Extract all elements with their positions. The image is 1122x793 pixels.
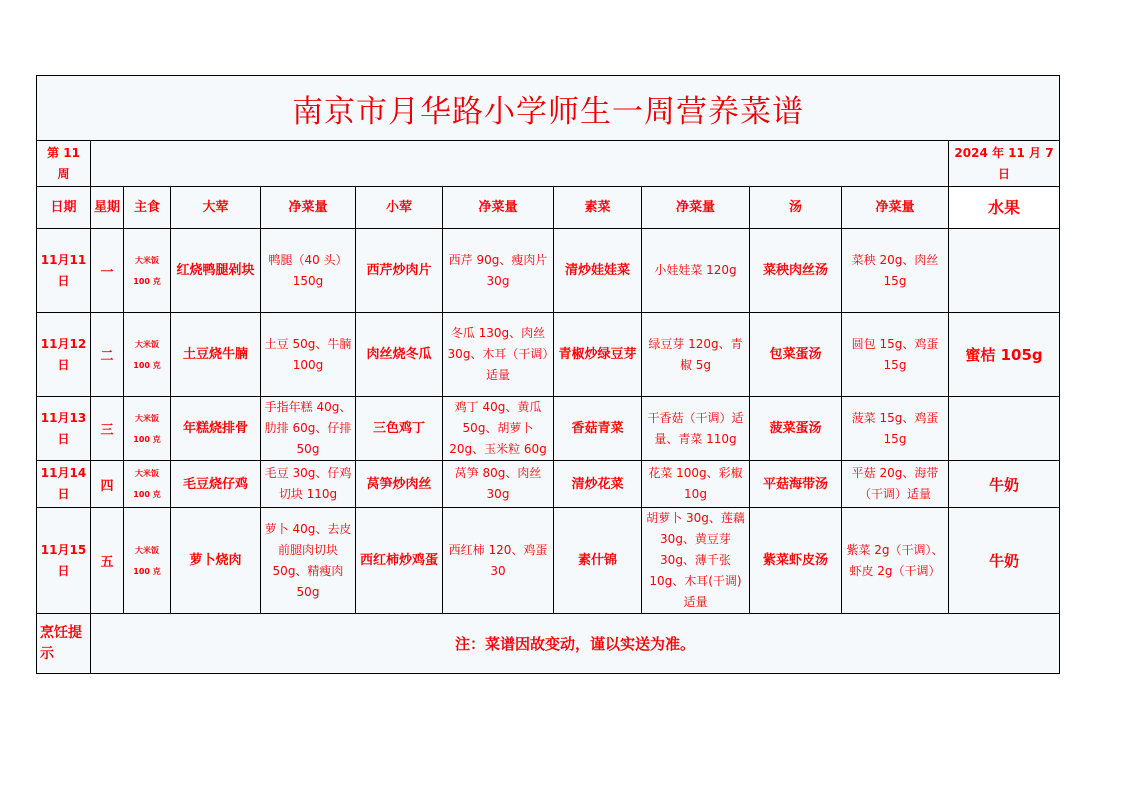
column-header: 素菜 (554, 187, 642, 229)
menu-note: 注：菜谱因故变动，谨以实送为准。 (91, 614, 1060, 674)
column-header: 主食 (124, 187, 171, 229)
staple-cell: 大米饭 100 克 (124, 461, 171, 508)
blank-cell (91, 141, 949, 187)
date-label: 2024 年 11 月 7 日 (949, 141, 1060, 187)
soup-cell: 菠菜蛋汤 (750, 397, 842, 461)
menu-table (36, 75, 1060, 674)
fruit-cell: 牛奶 (949, 461, 1060, 508)
soup-cell: 菜秧肉丝汤 (750, 229, 842, 313)
veg-amt-cell: 胡萝卜 30g、莲藕 30g、黄豆芽 30g、薄千张 10g、木耳(干调)适量 (642, 508, 750, 614)
small-cell: 西红柿炒鸡蛋 (356, 508, 443, 614)
main-cell: 毛豆烧仔鸡 (171, 461, 261, 508)
column-header: 水果 (949, 187, 1060, 229)
soup-cell: 包菜蛋汤 (750, 313, 842, 397)
fruit-cell (949, 229, 1060, 313)
small-amt-cell: 西芹 90g、瘦肉片 30g (443, 229, 554, 313)
main-cell: 萝卜烧肉 (171, 508, 261, 614)
veg-amt-cell: 小娃娃菜 120g (642, 229, 750, 313)
column-header: 大荤 (171, 187, 261, 229)
day-cell: 三 (91, 397, 124, 461)
main-amt-cell: 毛豆 30g、仔鸡切块 110g (261, 461, 356, 508)
main-cell: 红烧鸭腿剁块 (171, 229, 261, 313)
column-header: 小荤 (356, 187, 443, 229)
main-amt-cell: 鸭腿（40 头）150g (261, 229, 356, 313)
day-cell: 四 (91, 461, 124, 508)
veg-cell: 素什锦 (554, 508, 642, 614)
menu-row (37, 508, 1060, 614)
column-header: 星期 (91, 187, 124, 229)
page-title: 南京市月华路小学师生一周营养菜谱 (37, 76, 1060, 141)
veg-cell: 清炒娃娃菜 (554, 229, 642, 313)
day-cell: 一 (91, 229, 124, 313)
small-amt-cell: 冬瓜 130g、肉丝 30g、木耳（干调）适量 (443, 313, 554, 397)
veg-amt-cell: 花菜 100g、彩椒 10g (642, 461, 750, 508)
veg-amt-cell: 干香菇（干调）适量、青菜 110g (642, 397, 750, 461)
date-cell: 11月12日 (37, 313, 91, 397)
fruit-cell (949, 397, 1060, 461)
column-header: 净菜量 (261, 187, 356, 229)
soup-cell: 紫菜虾皮汤 (750, 508, 842, 614)
fruit-cell: 蜜桔 105g (949, 313, 1060, 397)
date-cell: 11月11日 (37, 229, 91, 313)
column-header: 汤 (750, 187, 842, 229)
date-cell: 11月13日 (37, 397, 91, 461)
small-cell: 莴笋炒肉丝 (356, 461, 443, 508)
veg-cell: 清炒花菜 (554, 461, 642, 508)
staple-cell: 大米饭 100 克 (124, 397, 171, 461)
menu-row (37, 461, 1060, 508)
main-amt-cell: 土豆 50g、牛腩 100g (261, 313, 356, 397)
soup-amt-cell: 菜秧 20g、肉丝 15g (842, 229, 949, 313)
small-amt-cell: 西红柿 120、鸡蛋 30 (443, 508, 554, 614)
column-header: 净菜量 (443, 187, 554, 229)
veg-cell: 青椒炒绿豆芽 (554, 313, 642, 397)
tips-label: 烹饪提示 (37, 614, 91, 674)
date-cell: 11月14日 (37, 461, 91, 508)
small-amt-cell: 鸡丁 40g、黄瓜 50g、胡萝卜 20g、玉米粒 60g (443, 397, 554, 461)
soup-amt-cell: 菠菜 15g、鸡蛋 15g (842, 397, 949, 461)
main-cell: 年糕烧排骨 (171, 397, 261, 461)
staple-cell: 大米饭 100 克 (124, 508, 171, 614)
soup-amt-cell: 平菇 20g、海带（干调）适量 (842, 461, 949, 508)
veg-amt-cell: 绿豆芽 120g、青椒 5g (642, 313, 750, 397)
veg-cell: 香菇青菜 (554, 397, 642, 461)
week-label: 第 11 周 (37, 141, 91, 187)
column-header: 净菜量 (842, 187, 949, 229)
menu-row (37, 313, 1060, 397)
fruit-cell: 牛奶 (949, 508, 1060, 614)
day-cell: 二 (91, 313, 124, 397)
soup-amt-cell: 圆包 15g、鸡蛋 15g (842, 313, 949, 397)
column-header: 净菜量 (642, 187, 750, 229)
small-cell: 三色鸡丁 (356, 397, 443, 461)
menu-row (37, 397, 1060, 461)
date-cell: 11月15日 (37, 508, 91, 614)
header-row (37, 187, 1060, 229)
small-cell: 肉丝烧冬瓜 (356, 313, 443, 397)
staple-cell: 大米饭 100 克 (124, 313, 171, 397)
day-cell: 五 (91, 508, 124, 614)
main-amt-cell: 萝卜 40g、去皮前腿肉切块 50g、精瘦肉 50g (261, 508, 356, 614)
soup-cell: 平菇海带汤 (750, 461, 842, 508)
menu-row (37, 229, 1060, 313)
column-header: 日期 (37, 187, 91, 229)
soup-amt-cell: 紫菜 2g（干调）、虾皮 2g（干调） (842, 508, 949, 614)
small-cell: 西芹炒肉片 (356, 229, 443, 313)
main-amt-cell: 手指年糕 40g、肋排 60g、仔排 50g (261, 397, 356, 461)
tips-row (37, 614, 1060, 674)
main-cell: 土豆烧牛腩 (171, 313, 261, 397)
staple-cell: 大米饭 100 克 (124, 229, 171, 313)
small-amt-cell: 莴笋 80g、肉丝 30g (443, 461, 554, 508)
